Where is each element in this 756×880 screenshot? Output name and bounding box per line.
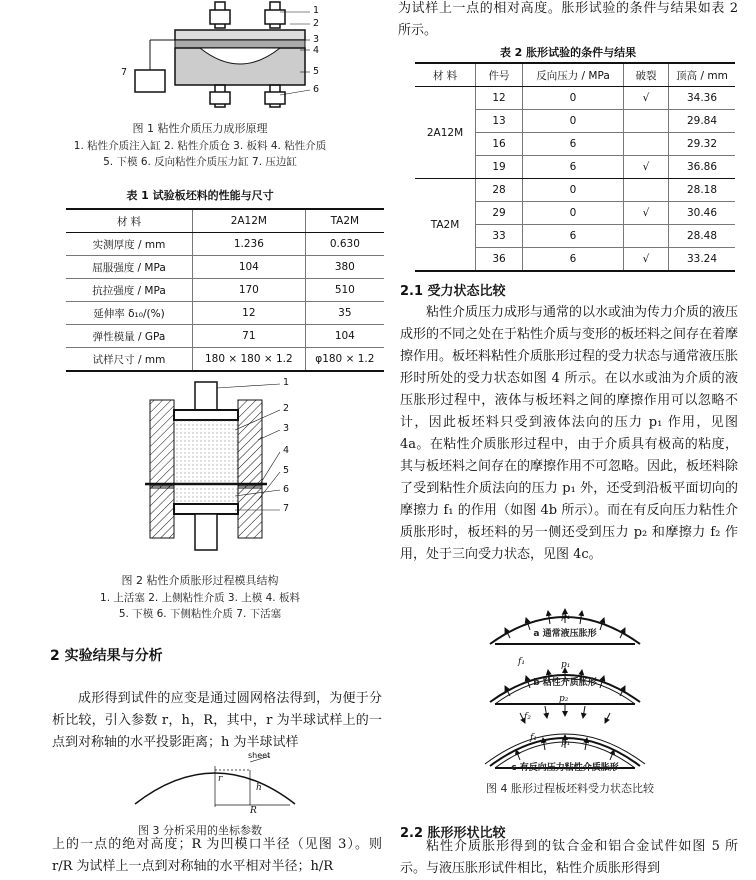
table2-cell: 19 [476, 156, 523, 179]
fig1-callout-3: 3 [313, 34, 320, 45]
table1-cell: 380 [305, 256, 384, 279]
table2-cell: 33.24 [669, 248, 736, 272]
section22-para: 粘性介质胀形得到的钛合金和铝合金试件如图 5 所示。与液压胀形试件相比，粘性介质胀形得到 [400, 839, 738, 876]
table1-cell: 180 × 180 × 1.2 [193, 348, 306, 372]
fig3-label-r: r [218, 774, 223, 784]
table2-cell: 29.32 [669, 133, 736, 156]
fig1-callout-5: 5 [313, 66, 320, 77]
fig4c [485, 704, 645, 768]
table1-cell: 试样尺寸 / mm [66, 348, 193, 372]
table2-material-ta2m: TA2M [415, 179, 476, 272]
fig3-caption: 图 3 分析采用的坐标参数 [138, 824, 262, 837]
table2-header-pressure: 反向压力 / MPa [523, 63, 624, 87]
fig2-callout-7: 7 [283, 503, 290, 514]
table1-row [66, 348, 384, 372]
table2-cell [624, 110, 669, 133]
table2-cell: √ [624, 156, 669, 179]
table1-cell: 12 [193, 302, 306, 325]
fig2-callout-5: 5 [283, 465, 290, 476]
table2-cell: 33 [476, 225, 523, 248]
fig2-legend-1: 1. 上活塞 2. 上侧粘性介质 3. 上模 4. 板料 [100, 592, 300, 604]
table1-cell: φ180 × 1.2 [305, 348, 384, 372]
table1-header-ta2m: TA2M [305, 209, 384, 233]
section2-para: 成形得到试件的应变是通过圆网格法得到，为便于分析比较，引入参数 r，h，R，其中，r 为半球试样上的一点到对称轴的水平投影距离；h 为半球试样 [52, 691, 382, 750]
table1-cell: 实测厚度 / mm [66, 233, 193, 256]
table2-header-height: 顶高 / mm [669, 63, 736, 87]
table1-row [66, 256, 384, 279]
table2-cell: 29.84 [669, 110, 736, 133]
table1-cell: 104 [305, 325, 384, 348]
table1-row [66, 325, 384, 348]
fig1-caption: 图 1 粘性介质压力成形原理 [132, 122, 268, 135]
table2-cell: 36.86 [669, 156, 736, 179]
fig2-callout-2: 2 [283, 403, 290, 414]
table2-cell: 36 [476, 248, 523, 272]
fig1-callout-6: 6 [313, 84, 320, 95]
fig4b-p1: p₁ [561, 660, 571, 670]
fig4c-f1: f₁ [530, 733, 537, 743]
table2-cell: √ [624, 202, 669, 225]
fig1-callout-2: 2 [313, 18, 320, 29]
table1-cell: 抗拉强度 / MPa [66, 279, 193, 302]
table1-cell: 1.236 [193, 233, 306, 256]
table1-cell: 71 [193, 325, 306, 348]
fig4b-f1: f₁ [518, 657, 525, 667]
fig1-callout-7: 7 [121, 67, 128, 78]
table1 [66, 208, 384, 372]
fig3-label-R: R [250, 806, 257, 816]
table2-cell: 0 [523, 87, 624, 110]
fig4a-label: a 通常液压胀形 [533, 629, 597, 639]
table2-cell: 16 [476, 133, 523, 156]
table2-cell: 28 [476, 179, 523, 202]
table2-cell: 0 [523, 110, 624, 133]
fig3-diagram [130, 752, 300, 817]
section2-heading: 2 实验结果与分析 [50, 648, 163, 664]
fig2-callout-3: 3 [283, 423, 290, 434]
fig1-legend-2: 5. 下模 6. 反向粘性介质压力缸 7. 压边缸 [103, 156, 297, 168]
fig4-caption: 图 4 胀形过程板坯料受力状态比较 [486, 782, 654, 795]
table2-cell [624, 225, 669, 248]
fig4c-p1: p₁ [561, 738, 571, 748]
section22-heading: 2.2 胀形形状比较 [400, 826, 506, 841]
table1-header-2a12m: 2A12M [193, 209, 306, 233]
fig4c-label: c 有反向压力粘性介质胀形 [511, 763, 619, 773]
fig2-caption: 图 2 粘性介质胀形过程模具结构 [121, 574, 279, 587]
fig2-legend-2: 5. 下模 6. 下侧粘性介质 7. 下活塞 [118, 608, 282, 620]
table2-cell [624, 179, 669, 202]
table2-cell: √ [624, 87, 669, 110]
table2-title: 表 2 胀形试验的条件与结果 [499, 46, 637, 59]
table1-row [66, 279, 384, 302]
table1-cell: 104 [193, 256, 306, 279]
table-row [415, 179, 735, 202]
bottom-left-para: 上的一点的绝对高度；R 为凹模口半径（见图 3）。则 r/R 为试样上一点到对称轴的水平相对半径；h/R [52, 837, 382, 874]
table2-cell: √ [624, 248, 669, 272]
table1-cell: 屈服强度 / MPa [66, 256, 193, 279]
fig2-callout-4: 4 [283, 445, 290, 456]
fig4b-label: b 粘性介质胀形 [533, 678, 597, 688]
table2-cell: 12 [476, 87, 523, 110]
table1-header-material: 材 料 [66, 209, 193, 233]
table1-title: 表 1 试验板坯料的性能与尺寸 [126, 189, 274, 202]
table1-row [66, 233, 384, 256]
table1-cell: 35 [305, 302, 384, 325]
fig2-diagram [140, 380, 290, 560]
table2-cell: 13 [476, 110, 523, 133]
table2-cell: 29 [476, 202, 523, 225]
table1-cell: 510 [305, 279, 384, 302]
table2-cell: 6 [523, 225, 624, 248]
table2-cell: 30.46 [669, 202, 736, 225]
table1-cell: 170 [193, 279, 306, 302]
table2-header-fracture: 破裂 [624, 63, 669, 87]
table2-header-id: 件号 [476, 63, 523, 87]
table1-row [66, 302, 384, 325]
fig4c-f2: f₂ [524, 712, 531, 722]
section21-para: 粘性介质压力成形与通常的以水或油为传力介质的液压成形的不同之处在于粘性介质与变形的板坯料之间存在着摩擦作用。板坯料粘性介质胀形过程的受力状态与通常液压胀形时所处的受力状态如图 4 所示。在以水或油为介质的液压胀形过程中，液体与板坯料之间的摩擦作用可以忽略不计，因此板坯料只受到液体法向的压力 p₁ 作用，见图 4a。在粘性介质胀形过程中，由于介质具有极高的粘度，其与板坯料之间存在的摩擦作用不可忽略。因此，板坯料除了受到粘性介质法向的压力 p₁ 外，还受到沿板平面切向的摩擦力 f₁ 的作用（如图 4b 所示）。而在有反向压力粘性介质胀形时，板坯料的另一侧还受到压力 p₂ 和摩擦力 f₂ 作用，处于三向受力状态，见图 4c。 [400, 305, 739, 562]
table2 [415, 62, 735, 272]
fig4a-p1: p₁ [561, 612, 571, 622]
fig3-label-sheet: sheet [248, 751, 271, 760]
fig4c-p2: p₂ [559, 694, 569, 704]
fig1-legend-1: 1. 粘性介质注入缸 2. 粘性介质仓 3. 板料 4. 粘性介质 [73, 140, 327, 152]
fig1-callout-1: 1 [313, 5, 320, 16]
table2-cell: 0 [523, 202, 624, 225]
table2-cell: 34.36 [669, 87, 736, 110]
right-top-para: 为试样上一点的相对高度。胀形试验的条件与结果如表 2 所示。 [398, 1, 738, 38]
table-row [415, 87, 735, 110]
table2-cell: 28.18 [669, 179, 736, 202]
fig3-label-h: h [256, 783, 262, 793]
fig1-callout-4: 4 [313, 45, 320, 56]
table1-cell: 延伸率 δ₁₀/(%) [66, 302, 193, 325]
table2-cell: 0 [523, 179, 624, 202]
table2-cell [624, 133, 669, 156]
fig1-diagram [130, 0, 340, 115]
table2-cell: 28.48 [669, 225, 736, 248]
fig2-callout-6: 6 [283, 484, 290, 495]
table1-cell: 弹性模量 / GPa [66, 325, 193, 348]
table2-header-material: 材 料 [415, 63, 476, 87]
table2-cell: 6 [523, 248, 624, 272]
table2-material-2a12m: 2A12M [415, 87, 476, 179]
table2-cell: 6 [523, 156, 624, 179]
fig2-callout-1: 1 [283, 377, 290, 388]
section21-heading: 2.1 受力状态比较 [400, 284, 506, 299]
table1-cell: 0.630 [305, 233, 384, 256]
table2-cell: 6 [523, 133, 624, 156]
